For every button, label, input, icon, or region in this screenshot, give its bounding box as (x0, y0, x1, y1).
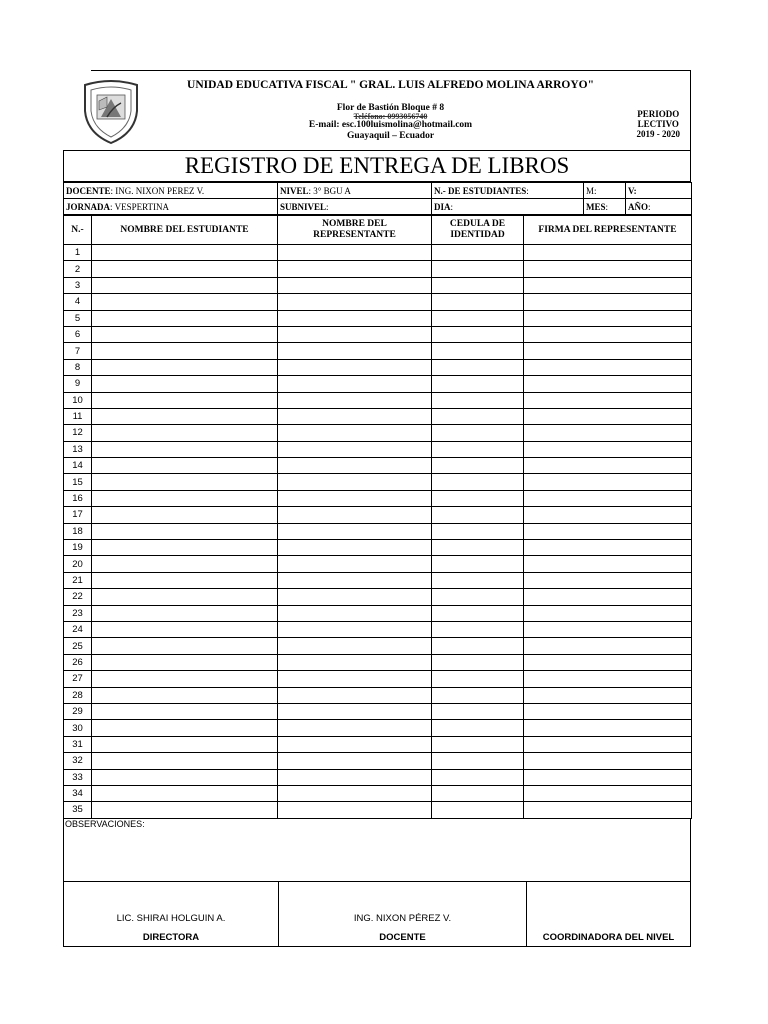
representative-name-cell[interactable] (278, 310, 432, 326)
row-number: 18 (64, 523, 92, 539)
row-number: 6 (64, 326, 92, 342)
cedula-cell[interactable] (432, 589, 524, 605)
table-row (64, 753, 692, 769)
representative-name-cell[interactable] (278, 753, 432, 769)
student-name-cell[interactable] (92, 802, 278, 818)
representative-name-cell[interactable] (278, 769, 432, 785)
observaciones-box[interactable] (63, 819, 691, 882)
signature-role: DOCENTE (379, 931, 426, 943)
representative-name-cell[interactable] (278, 326, 432, 342)
student-name-cell[interactable] (92, 490, 278, 506)
student-name-cell[interactable] (92, 343, 278, 359)
nivel-label: NIVEL (280, 185, 309, 196)
signature-cell[interactable] (524, 802, 692, 818)
mes-label: MES (586, 201, 606, 212)
docente-cell (64, 183, 278, 199)
student-name-cell[interactable] (92, 769, 278, 785)
table-row (64, 392, 692, 408)
cedula-cell[interactable] (432, 703, 524, 719)
student-name-cell[interactable] (92, 474, 278, 490)
representative-name-cell[interactable] (278, 654, 432, 670)
signature-cell[interactable] (524, 310, 692, 326)
signature-cell[interactable] (524, 343, 692, 359)
table-row (64, 605, 692, 621)
signature-name: LIC. SHIRAI HOLGUIN A. (116, 912, 226, 924)
column-header: NOMBRE DEL ESTUDIANTE (92, 216, 278, 245)
student-name-cell[interactable] (92, 326, 278, 342)
cedula-cell[interactable] (432, 441, 524, 457)
student-name-cell[interactable] (92, 556, 278, 572)
row-number: 33 (64, 769, 92, 785)
row-number: 27 (64, 671, 92, 687)
cedula-cell[interactable] (432, 605, 524, 621)
table-row (64, 769, 692, 785)
signature-cell[interactable] (524, 408, 692, 424)
cedula-cell[interactable] (432, 507, 524, 523)
signature-cell[interactable] (524, 458, 692, 474)
row-number: 12 (64, 425, 92, 441)
row-number: 9 (64, 376, 92, 392)
row-number: 5 (64, 310, 92, 326)
student-name-cell[interactable] (92, 277, 278, 293)
student-name-cell[interactable] (92, 654, 278, 670)
docente-label: DOCENTE (66, 185, 111, 196)
representative-name-cell[interactable] (278, 785, 432, 801)
row-number: 20 (64, 556, 92, 572)
representative-name-cell[interactable] (278, 441, 432, 457)
representative-name-cell[interactable] (278, 376, 432, 392)
table-row (64, 376, 692, 392)
dia-value: : (450, 201, 454, 212)
jornada-label: JORNADA (66, 201, 110, 212)
address-line: Flor de Bastión Bloque # 8 (336, 103, 445, 113)
signature-cell[interactable] (524, 245, 692, 261)
row-number: 8 (64, 359, 92, 375)
representative-name-cell[interactable] (278, 359, 432, 375)
student-name-cell[interactable] (92, 408, 278, 424)
docente-value: : ING. NIXON PEREZ V. (110, 185, 205, 196)
cedula-cell[interactable] (432, 425, 524, 441)
signature-cell[interactable] (524, 769, 692, 785)
row-number: 34 (64, 785, 92, 801)
student-name-cell[interactable] (92, 720, 278, 736)
periodo-line-1: PERIODO (637, 109, 680, 119)
signature-directora (64, 882, 279, 946)
table-row (64, 720, 692, 736)
table-row (64, 572, 692, 588)
representative-name-cell[interactable] (278, 621, 432, 637)
cedula-cell[interactable] (432, 638, 524, 654)
table-row (64, 277, 692, 293)
signature-cell[interactable] (524, 540, 692, 556)
representative-name-cell[interactable] (278, 425, 432, 441)
n-estudiantes-cell (432, 183, 584, 199)
cedula-cell[interactable] (432, 490, 524, 506)
cedula-cell[interactable] (432, 654, 524, 670)
row-number: 15 (64, 474, 92, 490)
cedula-cell[interactable] (432, 769, 524, 785)
signature-cell[interactable] (524, 490, 692, 506)
row-number: 30 (64, 720, 92, 736)
cedula-cell[interactable] (432, 785, 524, 801)
cedula-cell[interactable] (432, 621, 524, 637)
student-name-cell[interactable] (92, 605, 278, 621)
cedula-cell[interactable] (432, 359, 524, 375)
student-name-cell[interactable] (92, 621, 278, 637)
table-row (64, 638, 692, 654)
subnivel-value: : (326, 201, 329, 212)
student-name-cell[interactable] (92, 523, 278, 539)
document-title: REGISTRO DE ENTREGA DE LIBROS (63, 150, 691, 182)
row-number: 35 (64, 802, 92, 818)
table-row (64, 654, 692, 670)
student-name-cell[interactable] (92, 261, 278, 277)
signature-cell[interactable] (524, 687, 692, 703)
row-number: 28 (64, 687, 92, 703)
student-name-cell[interactable] (92, 753, 278, 769)
row-number: 21 (64, 572, 92, 588)
table-row (64, 589, 692, 605)
representative-name-cell[interactable] (278, 638, 432, 654)
table-row (64, 245, 692, 261)
table-row (64, 474, 692, 490)
cedula-cell[interactable] (432, 753, 524, 769)
column-header-row (64, 216, 692, 245)
student-name-cell[interactable] (92, 310, 278, 326)
table-row (64, 458, 692, 474)
cedula-cell[interactable] (432, 687, 524, 703)
student-name-cell[interactable] (92, 392, 278, 408)
table-row (64, 621, 692, 637)
row-number: 1 (64, 245, 92, 261)
row-number: 32 (64, 753, 92, 769)
table-row (64, 294, 692, 310)
signature-cell[interactable] (524, 753, 692, 769)
signature-cell[interactable] (524, 703, 692, 719)
representative-name-cell[interactable] (278, 245, 432, 261)
student-name-cell[interactable] (92, 785, 278, 801)
mes-cell (584, 199, 626, 215)
signature-cell[interactable] (524, 572, 692, 588)
signature-cell[interactable] (524, 654, 692, 670)
signature-role: DIRECTORA (142, 931, 200, 943)
cedula-cell[interactable] (432, 245, 524, 261)
representative-name-cell[interactable] (278, 589, 432, 605)
anio-label: AÑO (628, 201, 648, 212)
row-number: 13 (64, 441, 92, 457)
observaciones-label: OBSERVACIONES: (65, 818, 145, 829)
signature-cell[interactable] (524, 376, 692, 392)
signature-cell[interactable] (524, 736, 692, 752)
row-number: 25 (64, 638, 92, 654)
row-number: 26 (64, 654, 92, 670)
column-header: CEDULA DE IDENTIDAD (432, 216, 524, 245)
signature-cell[interactable] (524, 425, 692, 441)
cedula-cell[interactable] (432, 523, 524, 539)
table-row (64, 310, 692, 326)
student-name-cell[interactable] (92, 703, 278, 719)
representative-name-cell[interactable] (278, 572, 432, 588)
student-name-cell[interactable] (92, 507, 278, 523)
signature-role: COORDINADORA DEL NIVEL (542, 931, 675, 943)
cedula-cell[interactable] (432, 474, 524, 490)
signature-name: ING. NIXON PÉREZ V. (353, 912, 452, 924)
signature-docente (279, 882, 527, 946)
signature-cell[interactable] (524, 261, 692, 277)
representative-name-cell[interactable] (278, 736, 432, 752)
representative-name-cell[interactable] (278, 540, 432, 556)
row-number: 23 (64, 605, 92, 621)
table-row (64, 736, 692, 752)
dia-label: DIA (434, 201, 451, 212)
representative-name-cell[interactable] (278, 703, 432, 719)
city-line: Guayaquil – Ecuador (346, 131, 435, 141)
signature-cell[interactable] (524, 441, 692, 457)
cedula-cell[interactable] (432, 261, 524, 277)
row-number: 22 (64, 589, 92, 605)
representative-name-cell[interactable] (278, 605, 432, 621)
representative-name-cell[interactable] (278, 671, 432, 687)
student-name-cell[interactable] (92, 441, 278, 457)
row-number: 17 (64, 507, 92, 523)
periodo-lectivo (637, 109, 681, 139)
representative-name-cell[interactable] (278, 261, 432, 277)
representative-name-cell[interactable] (278, 474, 432, 490)
signature-cell[interactable] (524, 359, 692, 375)
student-name-cell[interactable] (92, 671, 278, 687)
representative-name-cell[interactable] (278, 294, 432, 310)
table-row (64, 507, 692, 523)
representative-name-cell[interactable] (278, 458, 432, 474)
representative-name-cell[interactable] (278, 507, 432, 523)
table-row (64, 671, 692, 687)
cedula-cell[interactable] (432, 310, 524, 326)
representative-name-cell[interactable] (278, 490, 432, 506)
email-line: E-mail: esc.100luismolina@hotmail.com (308, 120, 473, 130)
table-row (64, 441, 692, 457)
signature-cell[interactable] (524, 474, 692, 490)
table-row (64, 425, 692, 441)
representative-name-cell[interactable] (278, 343, 432, 359)
cedula-cell[interactable] (432, 671, 524, 687)
signature-cell[interactable] (524, 638, 692, 654)
signature-coordinadora (527, 882, 690, 946)
student-name-cell[interactable] (92, 540, 278, 556)
student-name-cell[interactable] (92, 245, 278, 261)
table-row (64, 802, 692, 818)
representative-name-cell[interactable] (278, 408, 432, 424)
signature-cell[interactable] (524, 326, 692, 342)
row-number: 4 (64, 294, 92, 310)
nivel-value: : 3° BGU A (308, 185, 351, 196)
cedula-cell[interactable] (432, 572, 524, 588)
table-row (64, 785, 692, 801)
signature-cell[interactable] (524, 556, 692, 572)
student-name-cell[interactable] (92, 425, 278, 441)
signature-cell[interactable] (524, 523, 692, 539)
phone-line: Teléfono: 0993056740 (353, 112, 428, 121)
row-number: 19 (64, 540, 92, 556)
cedula-cell[interactable] (432, 720, 524, 736)
signature-cell[interactable] (524, 621, 692, 637)
institution-address (91, 103, 690, 142)
student-name-cell[interactable] (92, 376, 278, 392)
signature-cell[interactable] (524, 392, 692, 408)
student-name-cell[interactable] (92, 589, 278, 605)
dia-cell (432, 199, 584, 215)
subnivel-cell (278, 199, 432, 215)
representative-name-cell[interactable] (278, 523, 432, 539)
column-header: NOMBRE DEL REPRESENTANTE (278, 216, 432, 245)
student-name-cell[interactable] (92, 736, 278, 752)
student-name-cell[interactable] (92, 458, 278, 474)
table-row (64, 359, 692, 375)
anio-cell (626, 199, 692, 215)
representative-name-cell[interactable] (278, 392, 432, 408)
cedula-cell[interactable] (432, 343, 524, 359)
representative-name-cell[interactable] (278, 687, 432, 703)
row-number: 29 (64, 703, 92, 719)
cedula-cell[interactable] (432, 277, 524, 293)
document-sheet (63, 70, 691, 947)
cedula-cell[interactable] (432, 556, 524, 572)
m-cell: M: (584, 183, 626, 199)
student-name-cell[interactable] (92, 687, 278, 703)
table-row (64, 687, 692, 703)
student-name-cell[interactable] (92, 638, 278, 654)
column-header: N.- (64, 216, 92, 245)
row-number: 10 (64, 392, 92, 408)
student-name-cell[interactable] (92, 359, 278, 375)
institution-name: UNIDAD EDUCATIVA FISCAL " GRAL. LUIS ALFREDO MOLINA ARROYO" (187, 79, 594, 91)
row-number: 31 (64, 736, 92, 752)
signature-cell[interactable] (524, 720, 692, 736)
row-number: 24 (64, 621, 92, 637)
jornada-value: : VESPERTINA (110, 201, 170, 212)
cedula-cell[interactable] (432, 802, 524, 818)
mes-value: : (605, 201, 609, 212)
jornada-cell (64, 199, 278, 215)
table-row (64, 540, 692, 556)
n-estudiantes-label: N.- DE ESTUDIANTES (434, 185, 527, 196)
cedula-cell[interactable] (432, 408, 524, 424)
student-name-cell[interactable] (92, 572, 278, 588)
representative-name-cell[interactable] (278, 720, 432, 736)
anio-value: : (648, 201, 651, 212)
table-row (64, 523, 692, 539)
signature-row (63, 882, 691, 947)
table-row (64, 556, 692, 572)
v-cell: V: (626, 183, 692, 199)
signature-cell[interactable] (524, 507, 692, 523)
row-number: 7 (64, 343, 92, 359)
cedula-cell[interactable] (432, 392, 524, 408)
student-name-cell[interactable] (92, 294, 278, 310)
cedula-cell[interactable] (432, 294, 524, 310)
signature-cell[interactable] (524, 589, 692, 605)
periodo-line-3: 2019 - 2020 (636, 129, 680, 139)
cedula-cell[interactable] (432, 458, 524, 474)
n-estudiantes-value: : (526, 185, 529, 196)
row-number: 16 (64, 490, 92, 506)
cedula-cell[interactable] (432, 736, 524, 752)
signature-cell[interactable] (524, 605, 692, 621)
signature-cell[interactable] (524, 671, 692, 687)
signature-cell[interactable] (524, 277, 692, 293)
cedula-cell[interactable] (432, 376, 524, 392)
table-row (64, 343, 692, 359)
cedula-cell[interactable] (432, 540, 524, 556)
row-number: 14 (64, 458, 92, 474)
signature-cell[interactable] (524, 294, 692, 310)
representative-name-cell[interactable] (278, 802, 432, 818)
table-row (64, 703, 692, 719)
letterhead (91, 70, 691, 150)
cedula-cell[interactable] (432, 326, 524, 342)
periodo-line-2: LECTIVO (637, 119, 679, 129)
representative-name-cell[interactable] (278, 556, 432, 572)
table-row (64, 408, 692, 424)
row-number: 3 (64, 277, 92, 293)
subnivel-label: SUBNIVEL (280, 201, 327, 212)
representative-name-cell[interactable] (278, 277, 432, 293)
info-table (63, 182, 692, 215)
table-row (64, 261, 692, 277)
table-row (64, 490, 692, 506)
row-number: 11 (64, 408, 92, 424)
signature-cell[interactable] (524, 785, 692, 801)
row-number: 2 (64, 261, 92, 277)
table-row (64, 326, 692, 342)
student-table (63, 215, 692, 819)
column-header: FIRMA DEL REPRESENTANTE (524, 216, 692, 245)
nivel-cell (278, 183, 432, 199)
